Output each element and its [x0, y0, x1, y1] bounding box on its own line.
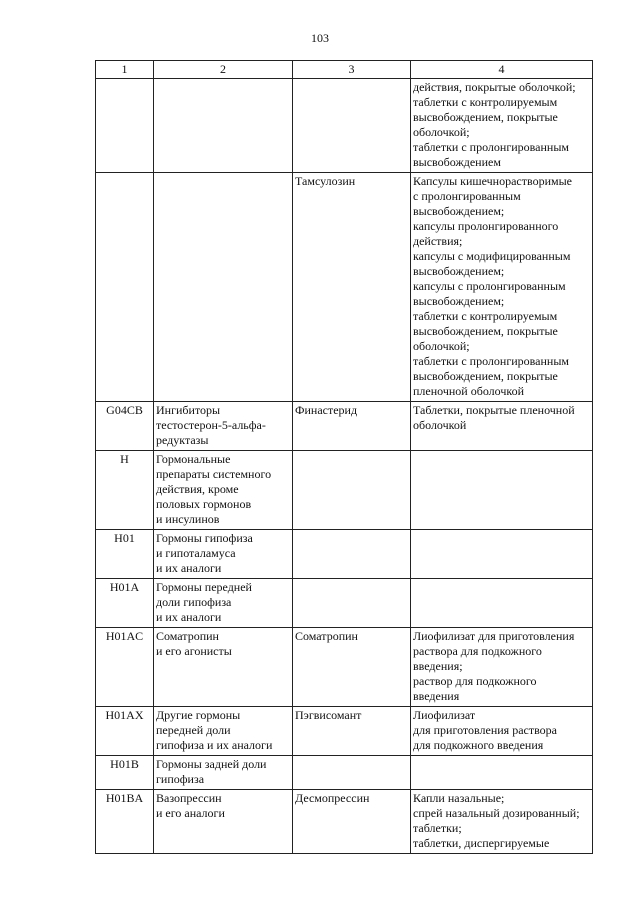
- table-row: [96, 628, 593, 707]
- substance-cell: [293, 79, 411, 173]
- substance-cell: [293, 756, 411, 790]
- substance-cell: Соматропин: [293, 628, 411, 707]
- group-name-cell: Другие гормоны передней доли гипофиза и их аналоги: [154, 707, 293, 756]
- atc-code-cell: H01AX: [96, 707, 154, 756]
- column-header: 3: [293, 61, 411, 79]
- atc-code-cell: H01BA: [96, 790, 154, 854]
- substance-cell: Финастерид: [293, 402, 411, 451]
- column-header: 2: [154, 61, 293, 79]
- atc-code-cell: G04CB: [96, 402, 154, 451]
- atc-code-cell: [96, 173, 154, 402]
- dosage-forms-cell: Капли назальные; спрей назальный дозированный; таблетки; таблетки, диспергируемые: [411, 790, 593, 854]
- dosage-forms-cell: [411, 756, 593, 790]
- atc-code-cell: H01AC: [96, 628, 154, 707]
- column-header: 1: [96, 61, 154, 79]
- atc-code-cell: [96, 79, 154, 173]
- group-name-cell: Гормоны гипофиза и гипоталамуса и их аналоги: [154, 530, 293, 579]
- group-name-cell: Гормоны передней доли гипофиза и их аналоги: [154, 579, 293, 628]
- table-row: [96, 173, 593, 402]
- table-row: [96, 402, 593, 451]
- atc-code-cell: H: [96, 451, 154, 530]
- dosage-forms-cell: действия, покрытые оболочкой; таблетки с контролируемым высвобождением, покрытые оболочкой; таблетки с пролонгированным высвобождением: [411, 79, 593, 173]
- atc-code-cell: H01B: [96, 756, 154, 790]
- dosage-forms-cell: Капсулы кишечнорастворимые с пролонгированным высвобождением; капсулы пролонгированного действия; капсулы с модифицированным высвобождением; капсулы с пролонгированным высвобождением; таблетки с контролируемым высвобождением, покрытые оболочкой; таблетки с пролонгированным высвобождением, покрытые пленочной оболочкой: [411, 173, 593, 402]
- substance-cell: Пэгвисомант: [293, 707, 411, 756]
- substance-cell: [293, 530, 411, 579]
- group-name-cell: Гормоны задней доли гипофиза: [154, 756, 293, 790]
- drug-table: [95, 60, 593, 854]
- substance-cell: Десмопрессин: [293, 790, 411, 854]
- atc-code-cell: H01: [96, 530, 154, 579]
- column-header: 4: [411, 61, 593, 79]
- table-row: [96, 579, 593, 628]
- page-number: 103: [311, 31, 329, 45]
- dosage-forms-cell: Таблетки, покрытые пленочной оболочкой: [411, 402, 593, 451]
- group-name-cell: Гормональные препараты системного действия, кроме половых гормонов и инсулинов: [154, 451, 293, 530]
- table-row: [96, 530, 593, 579]
- substance-cell: [293, 579, 411, 628]
- substance-cell: Тамсулозин: [293, 173, 411, 402]
- dosage-forms-cell: Лиофилизат для приготовления раствора для подкожного введения: [411, 707, 593, 756]
- table-row: [96, 790, 593, 854]
- dosage-forms-cell: [411, 530, 593, 579]
- group-name-cell: Соматропин и его агонисты: [154, 628, 293, 707]
- group-name-cell: Вазопрессин и его аналоги: [154, 790, 293, 854]
- group-name-cell: [154, 173, 293, 402]
- table-row: [96, 756, 593, 790]
- substance-cell: [293, 451, 411, 530]
- group-name-cell: Ингибиторы тестостерон-5-альфа- редуктазы: [154, 402, 293, 451]
- group-name-cell: [154, 79, 293, 173]
- dosage-forms-cell: [411, 579, 593, 628]
- table-row: [96, 451, 593, 530]
- table-row: [96, 79, 593, 173]
- dosage-forms-cell: [411, 451, 593, 530]
- table-header-row: [96, 61, 593, 79]
- table-row: [96, 707, 593, 756]
- atc-code-cell: H01A: [96, 579, 154, 628]
- dosage-forms-cell: Лиофилизат для приготовления раствора для подкожного введения; раствор для подкожного введения: [411, 628, 593, 707]
